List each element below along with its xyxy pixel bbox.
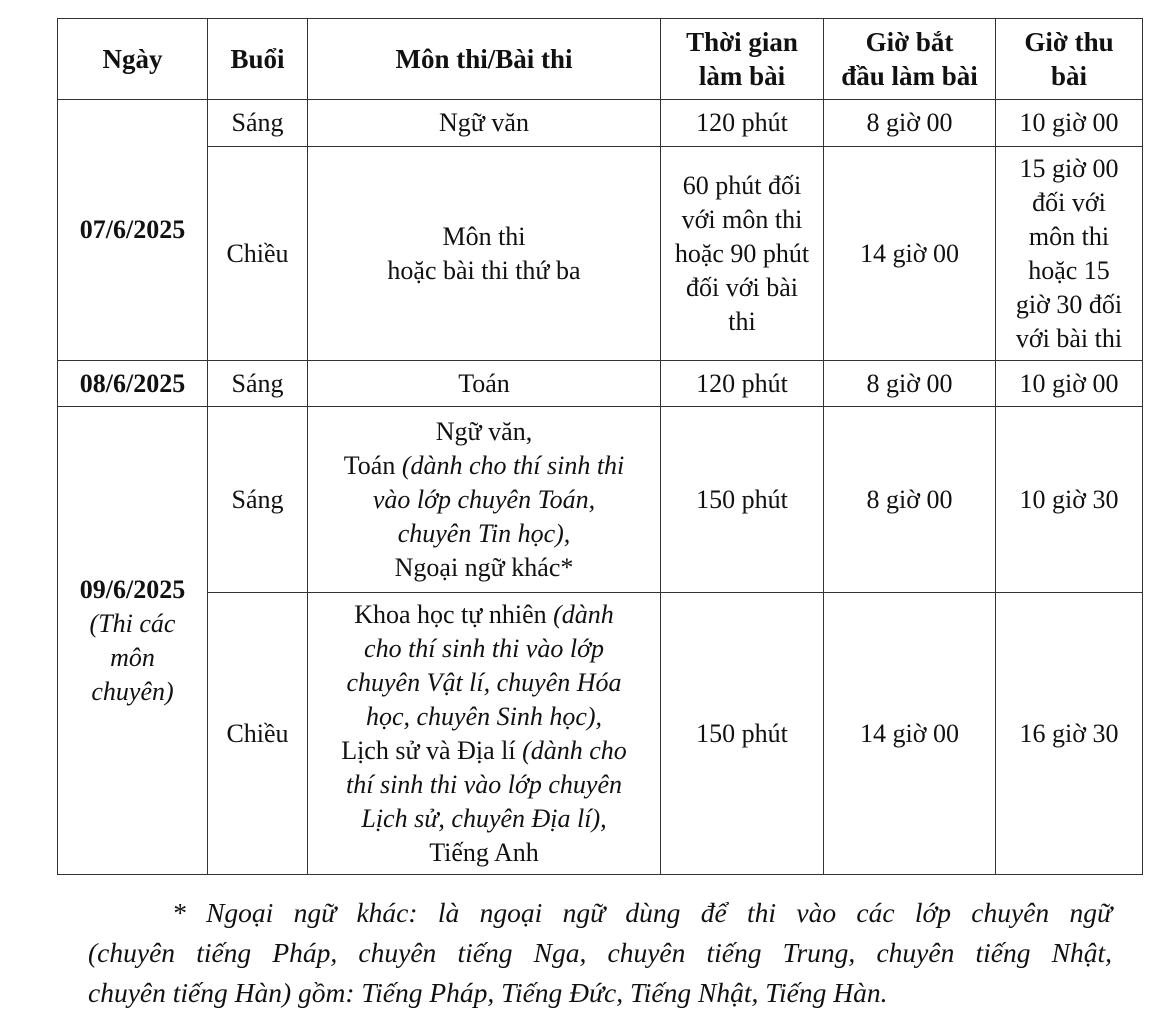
header-end-line2: bài <box>1050 61 1088 91</box>
duration-cell: 120 phút <box>661 361 824 407</box>
footnote-line: (chuyên tiếng Pháp, chuyên tiếng Nga, chuyên tiếng Trung, chuyên tiếng Nhật, <box>88 937 1112 968</box>
subject-note-line: cho thí sinh thi vào lớp <box>364 633 604 663</box>
start-time-cell: 8 giờ 00 <box>824 100 996 147</box>
end-time-line: với bài thi <box>1015 323 1123 353</box>
header-session: Buổi <box>208 19 308 100</box>
table-header-row <box>58 19 1143 100</box>
session-cell: Sáng <box>208 100 308 147</box>
start-time-cell: 8 giờ 00 <box>824 361 996 407</box>
subject-cell: Ngữ văn <box>308 100 661 147</box>
header-subject: Môn thi/Bài thi <box>308 19 661 100</box>
subject-name: Lịch sử và Địa lí <box>341 735 523 765</box>
subject-name: Khoa học tự nhiên <box>354 599 554 629</box>
subject-line: Môn thi <box>442 221 526 251</box>
date-cell <box>58 407 208 875</box>
header-start-line2: đầu làm bài <box>841 61 978 91</box>
header-start-time <box>824 19 996 100</box>
table-row <box>58 147 1143 361</box>
subject-line <box>312 449 656 483</box>
session-cell: Sáng <box>208 407 308 593</box>
header-end-line1: Giờ thu <box>1024 27 1114 57</box>
subject-name: Toán <box>343 450 402 480</box>
date-value: 09/6/2025 <box>79 574 186 604</box>
subject-line <box>312 598 656 632</box>
subject-line: Tiếng Anh <box>429 837 539 867</box>
subject-line: Ngoại ngữ khác* <box>394 552 574 582</box>
duration-line: thi <box>728 306 756 336</box>
subject-cell <box>308 593 661 875</box>
header-duration-line2: làm bài <box>698 61 786 91</box>
session-cell: Chiều <box>208 147 308 361</box>
subject-note: (dành cho <box>522 735 627 765</box>
subject-note-line: vào lớp chuyên Toán, <box>372 484 596 514</box>
table-row <box>58 100 1143 147</box>
end-time-cell <box>996 147 1143 361</box>
date-note-line: (Thi các <box>89 608 176 638</box>
date-cell: 07/6/2025 <box>58 100 208 361</box>
subject-note-line: chuyên Vật lí, chuyên Hóa <box>346 667 622 697</box>
end-time-line: đối với <box>1032 187 1106 217</box>
duration-cell: 150 phút <box>661 407 824 593</box>
session-cell: Sáng <box>208 361 308 407</box>
footnote <box>88 893 1112 1013</box>
duration-line: hoặc 90 phút <box>674 238 810 268</box>
table-row <box>58 361 1143 407</box>
duration-cell: 150 phút <box>661 593 824 875</box>
header-duration <box>661 19 824 100</box>
footnote-line: * Ngoại ngữ khác: là ngoại ngữ dùng để thi vào các lớp chuyên ngữ <box>172 897 1112 928</box>
subject-line <box>312 734 656 768</box>
start-time-cell: 14 giờ 00 <box>824 593 996 875</box>
duration-line: với môn thi <box>681 204 803 234</box>
header-duration-line1: Thời gian <box>686 27 798 57</box>
end-time-cell: 10 giờ 00 <box>996 100 1143 147</box>
duration-line: đối với bài <box>686 272 798 302</box>
end-time-line: 15 giờ 00 <box>1019 153 1119 183</box>
subject-line: hoặc bài thi thứ ba <box>387 255 581 285</box>
duration-line: 60 phút đối <box>682 170 802 200</box>
duration-cell: 120 phút <box>661 100 824 147</box>
header-date: Ngày <box>58 19 208 100</box>
subject-cell: Toán <box>308 361 661 407</box>
end-time-line: giờ 30 đối <box>1015 289 1123 319</box>
end-time-cell: 16 giờ 30 <box>996 593 1143 875</box>
date-note-line: chuyên) <box>91 676 174 706</box>
date-note-line: môn <box>110 642 155 672</box>
start-time-cell: 8 giờ 00 <box>824 407 996 593</box>
subject-cell <box>308 147 661 361</box>
header-start-line1: Giờ bắt <box>865 27 954 57</box>
subject-note-line: thí sinh thi vào lớp chuyên <box>346 769 622 799</box>
duration-cell <box>661 147 824 361</box>
start-time-cell: 14 giờ 00 <box>824 147 996 361</box>
date-cell: 08/6/2025 <box>58 361 208 407</box>
end-time-cell: 10 giờ 00 <box>996 361 1143 407</box>
table-row <box>58 407 1143 593</box>
subject-line: Ngữ văn, <box>435 416 533 446</box>
footnote-line: chuyên tiếng Hàn) gồm: Tiếng Pháp, Tiếng Đức, Tiếng Nhật, Tiếng Hàn. <box>88 977 888 1008</box>
subject-note: (dành <box>553 599 614 629</box>
end-time-cell: 10 giờ 30 <box>996 407 1143 593</box>
end-time-line: hoặc 15 <box>1028 255 1110 285</box>
subject-note-line: học, chuyên Sinh học), <box>365 701 603 731</box>
session-cell: Chiều <box>208 593 308 875</box>
exam-schedule-table <box>57 18 1143 875</box>
header-end-time <box>996 19 1143 100</box>
subject-note: (dành cho thí sinh thi <box>401 450 625 480</box>
subject-note-line: chuyên Tin học), <box>397 518 571 548</box>
end-time-line: môn thi <box>1028 221 1110 251</box>
table-row <box>58 593 1143 875</box>
subject-cell <box>308 407 661 593</box>
subject-note-line: Lịch sử, chuyên Địa lí), <box>361 803 607 833</box>
